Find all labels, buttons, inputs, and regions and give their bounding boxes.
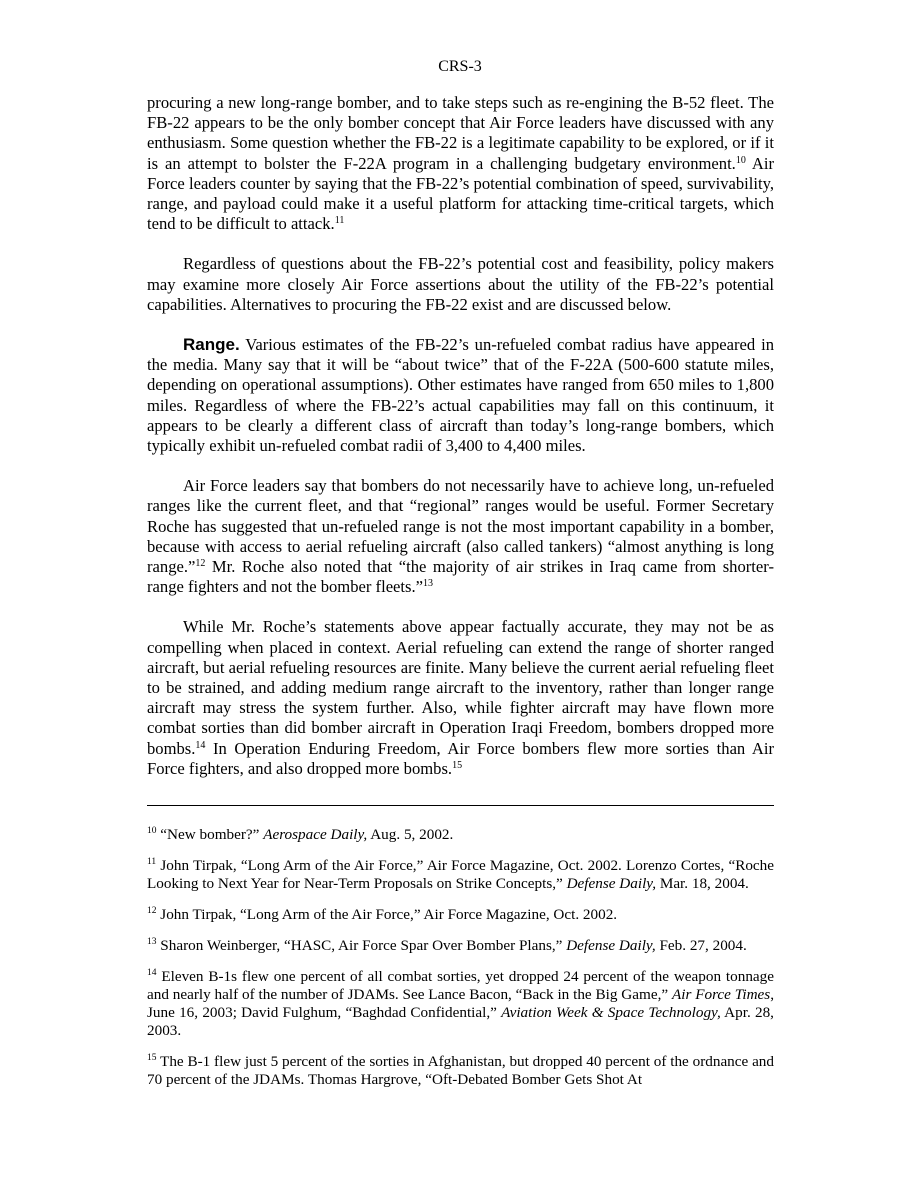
- footnote-number: 15: [147, 1053, 157, 1063]
- footnote-text: Eleven B-1s flew one percent of all combat sorties, yet dropped 24 percent of the weapon tonnage and nearly half of the number of JDAMs. See Lance Bacon, “Back in the Big Game,”: [147, 968, 774, 1003]
- footnote-text: John Tirpak, “Long Arm of the Air Force,” Air Force Magazine, Oct. 2002.: [156, 906, 618, 923]
- footnote-11: [147, 857, 774, 893]
- footnote-14: [147, 968, 774, 1040]
- footnote-13: [147, 937, 774, 955]
- paragraph-3-range: [147, 335, 774, 456]
- footnote-number: 12: [147, 906, 157, 916]
- footnote-number: 14: [147, 968, 157, 978]
- footnote-ref-10[interactable]: 10: [735, 154, 746, 166]
- footnote-source-title: Air Force Times: [671, 986, 771, 1003]
- footnote-source-title: Aviation Week & Space Technology,: [501, 1004, 721, 1021]
- paragraph-text: While Mr. Roche’s statements above appear factually accurate, they may not be as compelling when placed in context. Aerial refueling can extend the range of shorter ranged aircraft, but aerial refueling resources are finite. Many believe the current aerial refueling fleet to be strained, and adding medium range aircraft to the inventory, rather than longer range aircraft may stress the system further. Also, while fighter aircraft may have flown more combat sorties than did bomber aircraft in Operation Iraqi Freedom, bombers dropped more bombs.: [147, 617, 774, 758]
- footnote-ref-15[interactable]: 15: [452, 759, 463, 771]
- footnote-text: , June 16, 2003; David Fulghum, “Baghdad Confidential,”: [147, 986, 774, 1021]
- paragraph-text: In Operation Enduring Freedom, Air Force bombers flew more sorties than Air Force fighters, and also dropped more bombs.: [147, 738, 774, 778]
- body-text: [147, 93, 774, 799]
- paragraph-text: Various estimates of the FB-22’s un-refueled combat radius have appeared in the media. Many say that it will be “about twice” that of the F-22A (500-600 statute miles, depending on operational assumptions). Other estimates have ranged from 650 miles to 1,800 miles. Regardless of where the FB-22’s actual capabilities may fall on this continuum, it appears to be clearly a different class of aircraft than today’s long-range bombers, which typically exhibit un-refueled combat radii of 3,400 to 4,400 miles.: [147, 335, 774, 456]
- footnote-text: Aug. 5, 2002.: [367, 826, 454, 843]
- footnote-text: Feb. 27, 2004.: [655, 937, 747, 954]
- footnote-source-title: Defense Daily,: [566, 875, 657, 892]
- page-header: CRS-3: [438, 58, 482, 75]
- footnote-text: Mar. 18, 2004.: [656, 875, 749, 892]
- footnote-divider: [147, 805, 774, 806]
- paragraph-1: [147, 93, 774, 234]
- footnote-ref-13[interactable]: 13: [423, 578, 434, 590]
- footnote-text: Apr. 28, 2003.: [147, 1004, 774, 1039]
- footnotes: [147, 826, 774, 1102]
- footnote-source-title: Defense Daily,: [566, 937, 656, 954]
- paragraph-text: Air Force leaders say that bombers do not necessarily have to achieve long, un-refueled ranges like the current fleet, and that “regional” ranges would be useful. Former Secretary Roche has suggested that un-refueled range is not the most important capability in a bomber, because with access to aerial refueling aircraft (also called tankers) “almost anything is long range.”: [147, 476, 774, 577]
- footnote-number: 13: [147, 937, 157, 947]
- footnote-text: John Tirpak, “Long Arm of the Air Force,” Air Force Magazine, Oct. 2002. Lorenzo Cortes, “Roche Looking to Next Year for Near-Term Proposals on Strike Concepts,”: [147, 857, 774, 892]
- footnote-12: [147, 906, 774, 924]
- footnote-ref-14[interactable]: 14: [195, 739, 206, 751]
- footnote-number: 10: [147, 826, 157, 836]
- footnote-text: The B-1 flew just 5 percent of the sorties in Afghanistan, but dropped 40 percent of the ordnance and 70 percent of the JDAMs. Thomas Hargrove, “Oft-Debated Bomber Gets Shot At: [147, 1053, 774, 1088]
- paragraph-text: procuring a new long-range bomber, and to take steps such as re-engining the B-52 fleet. The FB-22 appears to be the only bomber concept that Air Force leaders have discussed with any enthusiasm. Some question whether the FB-22 is a legitimate capability to be explored, or if it is an attempt to bolster the F-22A program in a challenging budgetary environment.: [147, 93, 774, 173]
- section-heading-range: Range.: [183, 335, 240, 355]
- paragraph-2: Regardless of questions about the FB-22’s potential cost and feasibility, policy makers may examine more closely Air Force assertions about the utility of the FB-22’s potential capabilities. Alternatives to procuring the FB-22 exist and are discussed below.: [147, 254, 774, 314]
- footnote-text: “New bomber?”: [156, 826, 264, 843]
- footnote-ref-12[interactable]: 12: [195, 558, 206, 570]
- footnote-15: [147, 1053, 774, 1089]
- footnote-ref-11[interactable]: 11: [334, 215, 345, 227]
- paragraph-4: [147, 476, 774, 597]
- footnote-text: Sharon Weinberger, “HASC, Air Force Spar Over Bomber Plans,”: [156, 937, 567, 954]
- paragraph-text: Air Force leaders counter by saying that the FB-22’s potential combination of speed, survivability, range, and payload could make it a useful platform for attacking time-critical targets, which tend to be difficult to attack.: [147, 153, 774, 234]
- paragraph-text: Mr. Roche also noted that “the majority of air strikes in Iraq came from shorter-range fighters and not the bomber fleets.”: [147, 557, 774, 597]
- footnote-number: 11: [147, 857, 157, 867]
- footnote-10: [147, 826, 774, 844]
- footnote-source-title: Aerospace Daily,: [263, 826, 368, 843]
- paragraph-5: [147, 617, 774, 779]
